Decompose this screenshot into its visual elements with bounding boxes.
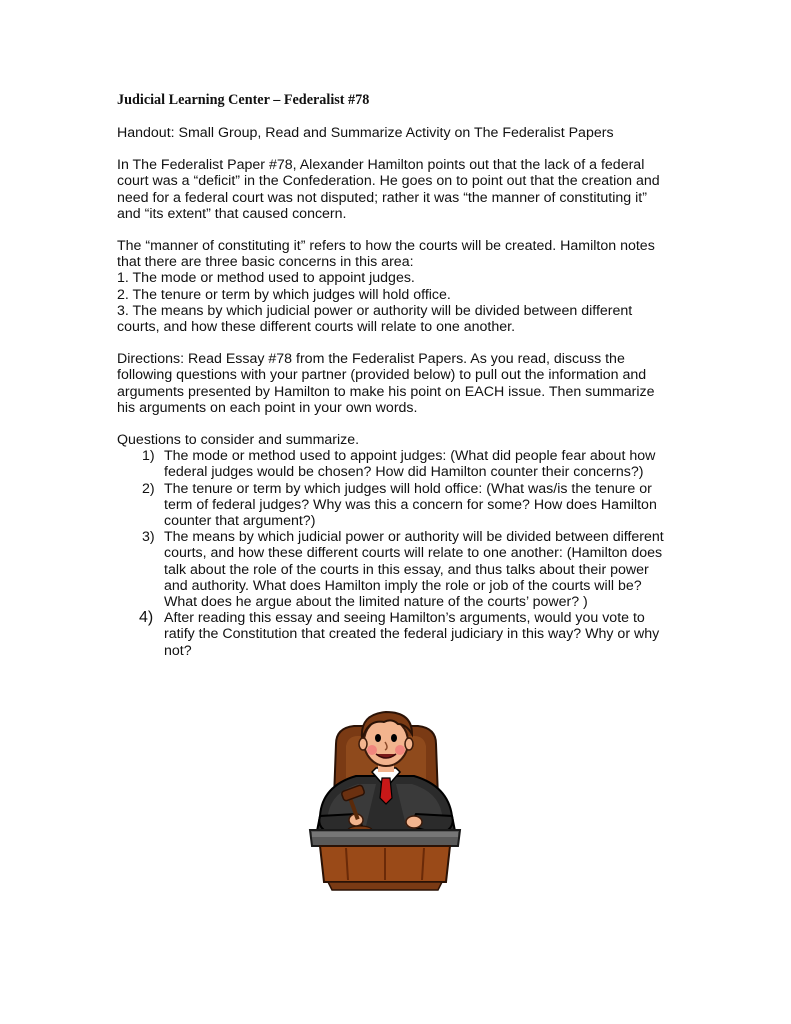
question-line: courts, and how these different courts will relate to one another: (Hamilton does	[164, 545, 663, 562]
question-number: 2)	[142, 480, 155, 497]
questions-intro: Questions to consider and summarize.	[117, 432, 360, 449]
question-line: The mode or method used to appoint judges: (What did people fear about how	[164, 448, 656, 465]
question-number: 1)	[142, 448, 155, 465]
question-line: ratify the Constitution that created the federal judiciary in this way? Why or why	[164, 626, 660, 643]
question-item-3	[117, 529, 677, 610]
question-line: term of federal judges? Why was this a concern for some? How does Hamilton	[164, 496, 657, 513]
manner-line: that there are three basic concerns in this area:	[117, 254, 414, 271]
directions-paragraph	[117, 351, 677, 416]
concern-item-3: 3. The means by which judicial power or authority will be divided between different	[117, 302, 633, 319]
document-body	[117, 92, 677, 659]
concern-item-3-continued: courts, and how these different courts will relate to one another.	[117, 319, 516, 336]
question-item-1	[117, 448, 677, 480]
intro-line: and “its extent” that caused concern.	[117, 205, 347, 222]
directions-line: arguments presented by Hamilton to make his point on EACH issue. Then summarize	[117, 383, 655, 400]
intro-paragraph	[117, 157, 677, 222]
directions-line: following questions with your partner (provided below) to pull out the information and	[117, 367, 647, 384]
question-number: 3)	[142, 529, 155, 546]
intro-line: In The Federalist Paper #78, Alexander Hamilton points out that the lack of a federal	[117, 157, 645, 174]
question-line: counter that argument?)	[164, 513, 316, 530]
intro-line: court was a “deficit” in the Confederation. He goes on to point out that the creation and	[117, 173, 660, 190]
question-number: 4)	[139, 609, 154, 627]
question-line: What does he argue about the limited nature of the courts’ power? )	[164, 594, 588, 611]
question-item-2	[117, 481, 677, 530]
question-line: and authority. What does Hamilton imply the role or job of the courts will be?	[164, 577, 642, 594]
question-line: The means by which judicial power or authority will be divided between different	[164, 529, 664, 546]
question-line: not?	[164, 642, 192, 659]
directions-line: his arguments on each point in your own words.	[117, 399, 418, 416]
manner-line: The “manner of constituting it” refers to how the courts will be created. Hamilton notes	[117, 238, 655, 255]
question-item-4	[117, 610, 677, 659]
questions-list	[117, 448, 677, 659]
directions-line: Directions: Read Essay #78 from the Federalist Papers. As you read, discuss the	[117, 351, 625, 368]
handout-heading: Handout: Small Group, Read and Summarize Activity on The Federalist Papers	[117, 125, 614, 141]
concern-item-2: 2. The tenure or term by which judges will hold office.	[117, 286, 451, 303]
question-line: talk about the role of the courts in this essay, and thus talks about their power	[164, 561, 649, 578]
concern-item-1: 1. The mode or method used to appoint judges.	[117, 270, 415, 287]
question-line: federal judges would be chosen? How did Hamilton counter their concerns?)	[164, 464, 644, 481]
document-title: Judicial Learning Center – Federalist #78	[117, 92, 370, 108]
intro-line: need for a federal court was not disputed; rather it was “the manner of constituting it”	[117, 189, 647, 206]
question-line: After reading this essay and seeing Hamilton’s arguments, would you vote to	[164, 610, 645, 627]
manner-paragraph	[117, 238, 677, 335]
cartoon-judge-with-gavel-icon	[306, 706, 464, 892]
question-line: The tenure or term by which judges will hold office: (What was/is the tenure or	[164, 480, 652, 497]
